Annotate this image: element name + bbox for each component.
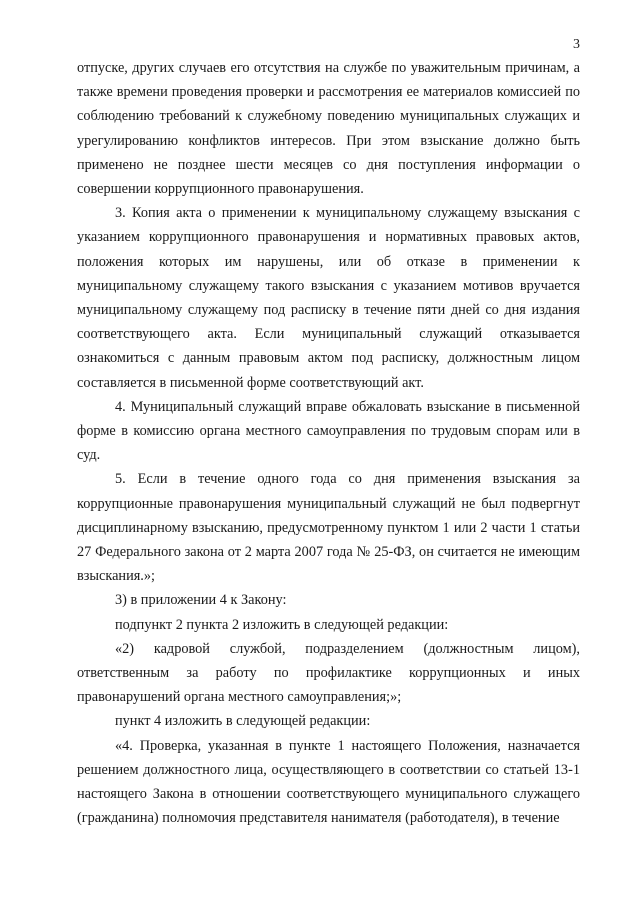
paragraph-amendment-point-4: пункт 4 изложить в следующей редакции: [115,713,371,730]
paragraph-quoted-point-4: «4. Проверка, указанная в пункте 1 настоящего Положения, назначается решением должностного лица, осуществляющего в соответствии со статьей 13-1 настоящего Закона в отношении соответствующего муниципального служащего (гражданина) полномочия представителя нанимателя (работодателя), в течение [77,737,580,827]
paragraph-continuation: отпуске, других случаев его отсутствия на службе по уважительным причинам, а также времени проведения проверки и рассмотрения ее материалов комиссией по соблюдению требований к служебному поведению муниципальных служащих и урегулированию конфликтов интересов. При этом взыскание должно быть применено не позднее шести месяцев со дня поступления информации о совершении коррупционного правонарушения. [77,60,580,198]
document-body [77,56,580,831]
paragraph-quoted-subpoint-2: «2) кадровой службой, подразделением (должностным лицом), ответственным за работу по профилактике коррупционных и иных правонарушений органа местного самоуправления;»; [77,640,580,706]
paragraph-amendment-subpoint-2: подпункт 2 пункта 2 изложить в следующей редакции: [115,616,449,633]
paragraph-subsection-3: 3) в приложении 4 к Закону: [115,592,287,609]
paragraph-item-4: 4. Муниципальный служащий вправе обжаловать взыскание в письменной форме в комиссию органа местного самоуправления по трудовым спорам или в суд. [77,398,580,464]
paragraph-item-5: 5. Если в течение одного года со дня применения взыскания за коррупционные правонарушения муниципальный служащий не был подвергнут дисциплинарному взысканию, предусмотренному пунктом 1 или 2 части 1 статьи 27 Федерального закона от 2 марта 2007 года № 25-ФЗ, он считается не имеющим взыскания.»; [77,471,580,585]
paragraph-item-3: 3. Копия акта о применении к муниципальному служащему взыскания с указанием коррупционного правонарушения и нормативных правовых актов, положения которых им нарушены, или об отказе в применении к муниципальному служащему такого взыскания с указанием мотивов вручается муниципальному служащему под расписку в течение пяти дней со дня издания соответствующего акта. Если муниципальный служащий отказывается ознакомиться с данным правовым актом под расписку, должностным лицом составляется в письменной форме соответствующий акт. [77,205,580,391]
page-number: 3 [573,37,580,52]
